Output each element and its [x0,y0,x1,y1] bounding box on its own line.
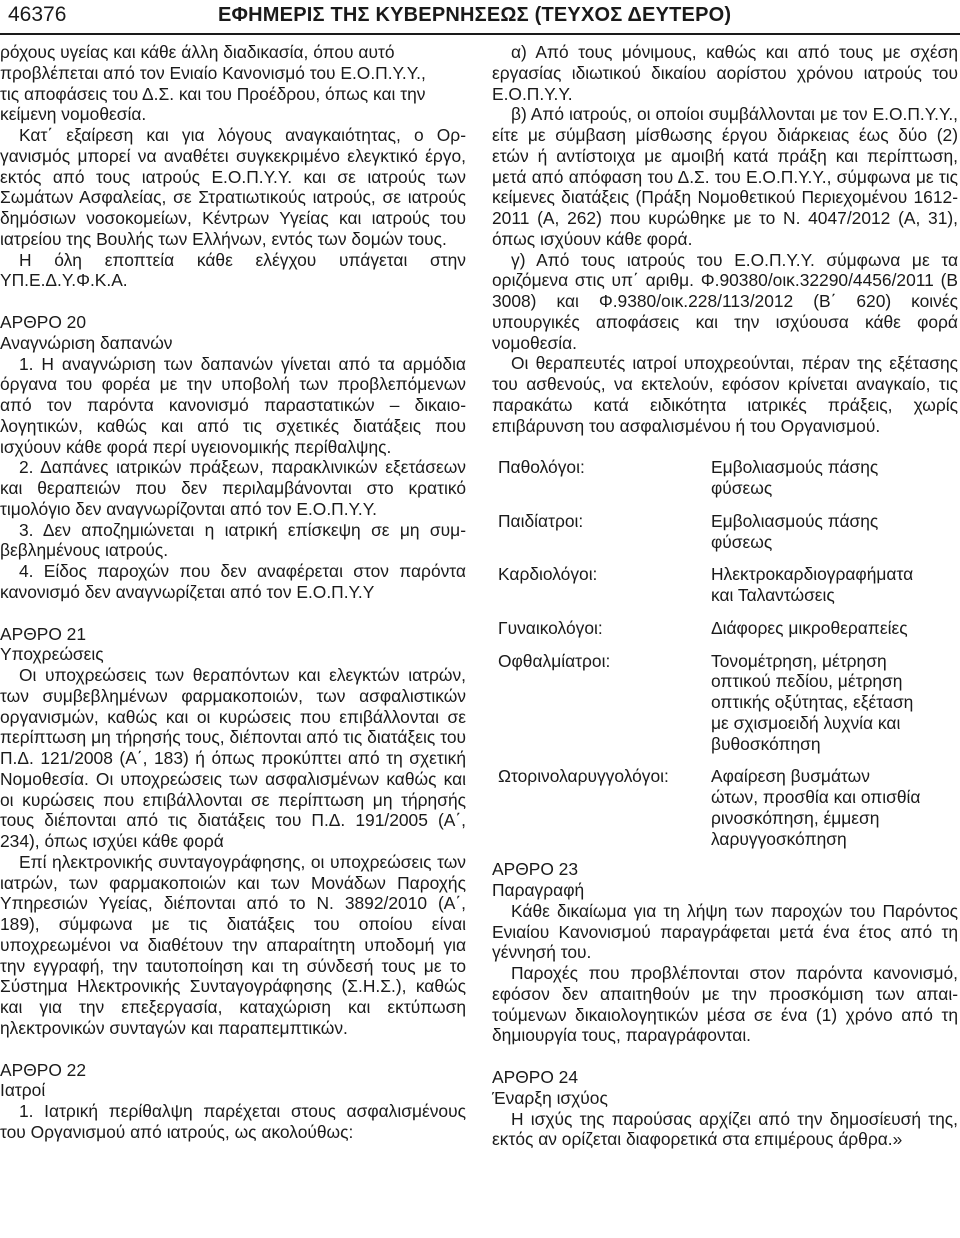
exam-line: βυθοσκόπηση [711,733,821,754]
exam-line: Εμβολιασμούς πάσης [711,510,879,531]
specialty-name: Καρδιολόγοι: [498,564,598,585]
specialties-table [492,457,958,849]
article-21-para-1: Οι υποχρεώσεις των θεραπόντων και ελεγκτών ιατρών, των συμβεβλημένων φαρμακοποιών, των ασφαλιστικών οργανισμών, καθώς και οι κυρώσεις που επιβάλλονται σε περίπτωση μη τήρησής τους, διέπονται από τις διατάξεις του Π.Δ. 121/2008 (Α΄, 183) ή όπως προκύπτει από τη σχετική Νομοθεσία. Οι υποχρεώσεις των ασφαλισμένων καθώς και οι κυρώσεις που επιβάλλονται σε περίπτωση μη τήρησής τους διέπονται από τις διατάξεις του Π.Δ. 191/2005 (Α΄, 234), όπως ισχύει κάθε φορά [0,665,466,851]
exam-line: Αφαίρεση βυσμάτων [711,766,870,787]
article-23-subtitle: Παραγραφή [492,880,585,900]
paragraph-supervision: Η όλη εποπτεία κάθε ελέγχου υπάγεται στην ΥΠ.Ε.Δ.Υ.Φ.Κ.Α. [0,249,466,291]
article-22-para-1: 1. Ιατρική περίθαλψη παρέχεται στους ασφαλισμένους του Οργανισμού από ιατρούς, ως ακολούθως: [0,1101,466,1142]
specialty-row [492,618,958,639]
gazette-title: ΕΦΗΜΕΡΙΣ ΤΗΣ ΚΥΒΕΡΝΗΣΕΩΣ (ΤΕΥΧΟΣ ΔΕΥΤΕΡΟ) [218,3,732,26]
exam-line: ώτων, προσθία και οπισθία [711,787,921,807]
page-number: 46376 [8,3,67,26]
exam-line: και Ταλαντώσεις [711,585,835,605]
article-20-para-4: 4. Είδος παροχών που δεν αναφέρεται στον παρόντα κανονισμό δεν αναγνωρίζεται από τον Ε.Ο.Π.Υ.Υ [0,561,466,602]
article-22-subtitle: Ιατροί [0,1080,46,1101]
exam-line: λαρυγγοσκόπηση [711,828,847,849]
exam-line: φύσεως [711,478,773,498]
exam-line: Διάφορες μικροθεραπείες [711,617,908,638]
item-a: α) Από τους μόνιμους, καθώς και από τους με σχέση εργασίας ιδιωτικού δικαίου αορίστου χρόνου ιατρούς του Ε.Ο.Π.Υ.Υ. [492,42,958,104]
specialty-row [492,651,958,755]
exam-line: φύσεως [711,531,773,552]
article-23-para-1: Κάθε δικαίωμα για τη λήψη των παροχών του Παρόντος Ενιαίου Κανονισμού παραγράφεται μετά ένα έτος από τη γέννησή του. [492,900,958,963]
intro-line-4: κείμενη νομοθεσία. [0,104,147,125]
specialty-name: Γυναικολόγοι: [498,617,603,638]
article-23-title: ΑΡΘΡΟ 23 [492,859,579,880]
specialty-row [492,511,958,553]
specialty-exams [711,457,958,499]
specialty-exams [711,618,958,639]
intro-line-1: ρόχους υγείας και κάθε άλλη διαδικασία, όπου αυτό [0,42,395,62]
article-22-title: ΑΡΘΡΟ 22 [0,1059,87,1080]
specialty-name: Οφθαλμίατροι: [498,650,611,671]
specialty-row [492,457,958,499]
article-20-para-1: 1. Η αναγνώριση των δαπανών γίνεται από τα αρμόδια όργανα του φορέα με την υποβολή των προβλεπόμενων από τον παρόντα κανονισμό παραστατικών – δικαιολογητικών, καθώς και από τις σχετικές διατάξεις που ισχύουν κάθε φορά περί υγειονομικής περίθαλψης. [0,353,466,457]
specialty-row [492,564,958,606]
paragraph-obligations: Οι θεραπευτές ιατροί υποχρεούνται, πέραν της εξέτασης του ασθενούς, να εκτελούν, εφόσον κρίνεται αναγκαίο, τις παρακάτω κατά ειδικότητα ιατρικές πράξεις, χωρίς επιβάρυνση του ασφαλισμένου ή του Οργανισμού. [492,353,958,436]
article-20-subtitle: Αναγνώριση δαπανών [0,332,173,353]
exam-line: οπτικής οξύτητας, εξέταση [711,692,914,712]
header-rule [0,33,960,35]
article-21-para-2: Επί ηλεκτρονικής συνταγογράφησης, οι υποχρεώσεις των ιατρών, των φαρμακοποιών και των Μονάδων Παροχής Υπηρεσιών Υγείας, διέπονται από το Ν. 3892/2010 (Α΄, 189), σύμφωνα με τις διατάξεις του οποίου είναι υποχρεωμένοι να διαθέτουν την απαραίτητη υποδομή για την εγγραφή, την ταυτοποίηση και τη σύνδεσή τους με το Σύστημα Ηλεκτρονικής Συνταγογράφησης (Σ.Η.Σ.), καθώς και για την επεξεργασία, καταχώριση και εκτύπωση ηλεκτρονικών συνταγών και παραπεμπτικών. [0,851,466,1038]
article-24-subtitle: Έναρξη ισχύος [492,1087,608,1108]
item-c: γ) Από τους ιατρούς του Ε.Ο.Π.Υ.Υ. σύμφωνα με τα οριζόμενα στις υπ΄ αριθμ. Φ.90380/οικ.32290/4456/2011 (Β 3008) και Φ.9380/οικ.228/113/2012 (Β΄ 620) κοινές υπουργικές αποφάσεις και την ισχύουσα κάθε φορά νομοθεσία. [492,249,958,353]
article-24-para-1: Η ισχύς της παρούσας αρχίζει από την δημοσίευσή της, εκτός αν ορίζεται διαφορετικά στα επιμέρους άρθρα.» [492,1108,958,1150]
intro-line-2: προβλέπεται από τον Ενιαίο Κανονισμό του Ε.Ο.Π.Υ.Υ., [0,62,426,83]
specialty-exams [711,766,958,849]
specialty-exams [711,564,958,606]
specialty-row [492,766,958,849]
article-21-subtitle: Υποχρεώσεις [0,644,104,665]
left-column [0,42,466,1143]
specialty-exams [711,651,958,755]
exam-line: ρινοσκόπηση, έμμεση [711,807,880,828]
specialty-name: Παθολόγοι: [498,457,585,478]
article-23-para-2: Παροχές που προβλέπονται στον παρόντα κανονισμό, εφόσον δεν απαιτηθούν με την προσκόμιση των απαιτούμενων δικαιολογητικών μέσα σε ένα (1) χρόνο από τη δημιουργία τους, παραγράφονται. [492,963,958,1046]
page-header [8,0,952,30]
article-20-para-3: 3. Δεν αποζημιώνεται η ιατρική επίσκεψη σε μη συμβεβλημένους ιατρούς. [0,519,466,561]
intro-line-3: τις αποφάσεις του Δ.Σ. και του Προέδρου, όπως και την [0,83,426,104]
article-20-title: ΑΡΘΡΟ 20 [0,312,87,332]
article-21-title: ΑΡΘΡΟ 21 [0,623,87,644]
right-column [492,42,958,1150]
exam-line: με σχισμοειδή λυχνία και [711,712,901,733]
exam-line: οπτικού πεδίου, μέτρηση [711,671,903,692]
item-b: β) Από ιατρούς, οι οποίοι συμβάλλονται με τον Ε.Ο.Π.Υ.Υ., είτε με σύμβαση μίσθωσης έργου διάρκειας έως δύο (2) ετών ή αντίστοιχα με αμοιβή κατά πράξη και περίπτωση, μετά από απόφαση του Δ.Σ. του Ε.Ο.Π.Υ.Υ., σύμφωνα με τις κείμενες διατάξεις (Πράξη Νομοθετικού Περιεχομένου 16122011 (Α, 262) που κυρώθηκε με το Ν. 4047/2012 (Α, 31), όπως ισχύουν κάθε φορά. [492,104,958,249]
exam-line: Τονομέτρηση, μέτρηση [711,650,887,671]
article-20-para-2: 2. Δαπάνες ιατρικών πράξεων, παρακλινικών εξετάσεων και θεραπειών που δεν περιλαμβάνονται στο κρατικό τιμολόγιο δεν αναγνωρίζονται από τον Ε.Ο.Π.Υ.Υ. [0,457,466,519]
specialty-exams [711,511,958,553]
exam-line: Ηλεκτροκαρδιογραφήματα [711,564,914,585]
article-24-title: ΑΡΘΡΟ 24 [492,1067,579,1087]
paragraph-exception: Κατ΄ εξαίρεση και για λόγους αναγκαιότητας, ο Οργανισμός μπορεί να αναθέτει συγκεκριμένο ελεγκτικό έργο, εκτός από τους ιατρούς Ε.Ο.Π.Υ.Υ. και σε ιατρούς των Σωμάτων Ασφαλείας, σε Στρατιωτικούς ιατρούς, σε ιατρούς δημόσιων νοσοκομείων, Κέντρων Υγείας και ιατρούς του ιατρείου της Βουλής των Ελλήνων, εντός των δομών τους. [0,125,466,249]
specialty-name: Παιδίατροι: [498,510,584,531]
specialty-name: Ωτορινολαρυγγολόγοι: [498,766,669,787]
exam-line: Εμβολιασμούς πάσης [711,457,879,478]
